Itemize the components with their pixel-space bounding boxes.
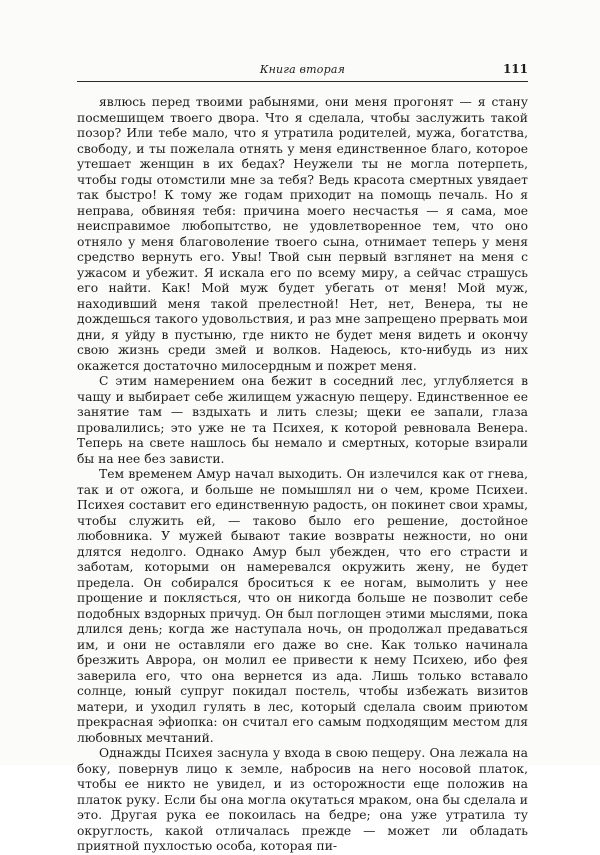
paragraph: Однажды Психея заснула у входа в свою пещеру. Она лежала на боку, повернув лицо к земле, набросив на него носовой платок, чтобы ее никто не увидел, и из осторожности еще положив на платок руку. Если бы она могла окутаться мраком, она бы сделала и это. Другая рука ее покоилась на бедре; она уже утратила ту округлость, какой отличалась прежде — может ли обладать приятной пухлостью особа, которая пи- xyxy=(77,746,528,853)
page-header xyxy=(77,62,528,80)
paragraph: явлюсь перед твоими рабынями, они меня прогонят — я стану посмешищем твоего двора. Что я сделала, чтобы заслужить такой позор? Или тебе мало, что я утратила родителей, мужа, богатства, свободу, и ты пожелала отнять у меня единственное благо, которое утешает женщин в их бедах? Неужели ты не могла потерпеть, чтобы годы отомстили мне за тебя? Ведь красота смертных увядает так быстро! К тому же годам приходит на помощь печаль. Но я неправа, обвиняя тебя: причина моего несчастья — я сама, мое неисправимое любопытство, не удовлетворенное тем, что оно отняло у меня благоволение твоего сына, отнимает теперь у меня средство вернуть его. Увы! Твой сын первый взглянет на меня с ужасом и убежит. Я искала его по всему миру, а сейчас страшусь его найти. Как! Мой муж будет убегать от меня! Мой муж, находивший меня такой прелестной! Нет, нет, Венера, ты не дождешься такого удовольствия, и раз мне запрещено прервать мои дни, я уйду в пустыню, где никто не будет меня видеть и окончу свою жизнь среди змей и волков. Надеюсь, кто-нибудь из них окажется достаточно милосердным и пожрет меня. xyxy=(77,95,528,373)
paragraph: С этим намерением она бежит в соседний лес, углубляется в чащу и выбирает себе жилищем ужасную пещеру. Единственное ее занятие там — вздыхать и лить слезы; щеки ее запали, глаза провалились; это уже не та Психея, к которой ревновала Венера. Теперь на свете нашлось бы немало и смертных, которые взирали бы на нее без зависти. xyxy=(77,374,528,466)
running-title: Книга вторая xyxy=(259,63,346,76)
paragraph: Тем временем Амур начал выходить. Он излечился как от гнева, так и от ожога, и больше не помышлял ни о чем, кроме Психеи. Психея составит его единственную радость, он покинет свои храмы, чтобы служить ей, — таково было его решение, достойное любовника. У мужей бывают такие возвраты нежности, но они длятся недолго. Однако Амур был убежден, что его страсти и заботам, которыми он намеревался окружить жену, не будет предела. Он собирался броситься к ее ногам, вымолить у нее прощение и поклясться, что он никогда больше не позволит себе подобных вздорных причуд. Он был поглощен этими мыслями, пока длился день; когда же наступала ночь, он продолжал предаваться им, и они не оставляли его даже во сне. Как только начинала брезжить Аврора, он молил ее привести к нему Психею, ибо фея заверила его, что она вернется из ада. Лишь только вставало солнце, юный супруг покидал постель, чтобы избежать визитов матери, и уходил гулять в лес, который сделала своим приютом прекрасная эфиопка: он считал его самым подходящим местом для любовных мечтаний. xyxy=(77,467,528,745)
header-rule xyxy=(77,81,528,82)
body-text xyxy=(77,95,528,855)
page-number: 111 xyxy=(502,62,528,76)
